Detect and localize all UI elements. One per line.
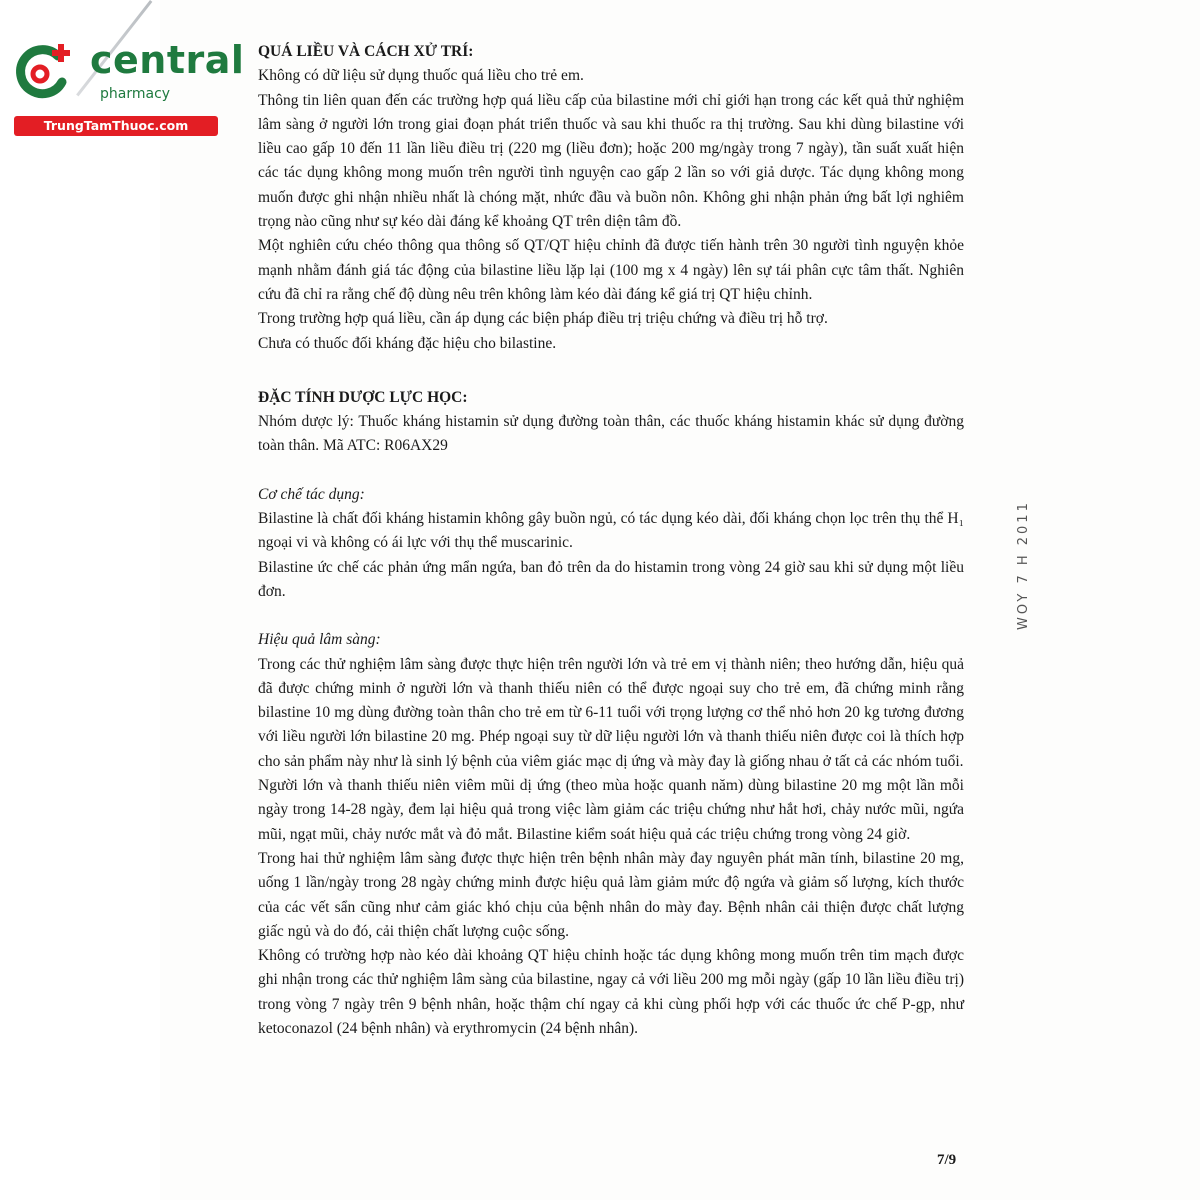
- paragraph: Không có trường hợp nào kéo dài khoảng QT hiệu chỉnh hoặc tác dụng không mong muốn trên tim mạch được ghi nhận trong các thử nghiệm lâm sàng của bilastine, ngay cả với liều 200 mg mỗi ngày (gấp 10 lần liều điều trị) trong vòng 7 ngày trên 9 bệnh nhân, hoặc thậm chí ngay cả khi cùng phối hợp với các thuốc ức chế P-gp, như ketoconazol (24 bệnh nhân) và erythromycin (24 bệnh nhân).: [258, 947, 964, 1037]
- page-number: 7/9: [937, 1152, 957, 1168]
- paragraph: Thông tin liên quan đến các trường hợp quá liều cấp của bilastine mới chỉ giới hạn trong các kết quả thử nghiệm lâm sàng ở người lớn trong giai đoạn phát triển thuốc và sau khi thuốc ra thị trường. Sau khi dùng bilastine với liều cao gấp 10 đến 11 lần liều điều trị (220 mg (liều đơn); hoặc 200 mg/ngày trong 7 ngày), tần suất xuất hiện các tác dụng không mong muốn trên người tình nguyện cao gấp 2 lần so với giả dược. Tác dụng không mong muốn được ghi nhận nhiều nhất là chóng mặt, nhức đầu và buồn nôn. Không ghi nhận phản ứng bất lợi nghiêm trọng nào cũng như sự kéo dài đáng kể khoảng QT trên diện tâm đồ.: [258, 91, 964, 231]
- paragraph: Người lớn và thanh thiếu niên viêm mũi dị ứng (theo mùa hoặc quanh năm) dùng bilastine 20 mg một lần mỗi ngày trong 14-28 ngày, đem lại hiệu quả trong việc làm giảm các triệu chứng như hắt hơi, chảy nước mũi, ngứa mũi, ngạt mũi, chảy nước mắt và đỏ mắt. Bilastine kiểm soát hiệu quả các triệu chứng trong vòng 24 giờ.: [258, 777, 964, 843]
- paragraph: Chưa có thuốc đối kháng đặc hiệu cho bilastine.: [258, 334, 557, 352]
- paragraph: Trong các thử nghiệm lâm sàng được thực hiện trên người lớn và trẻ em vị thành niên; theo hướng dẫn, hiệu quả đã được chứng minh ở người lớn và thanh thiếu niên có thể được ngoại suy cho trẻ em, đã chứng minh rằng bilastine 10 mg dùng đường toàn thân cho trẻ em từ 6-11 tuổi với trọng lượng cơ thể nhỏ hơn 20 kg tương đương với liều người lớn bilastine 20 mg. Phép ngoại suy từ dữ liệu người lớn và thanh thiếu niên được coi là thích hợp cho sản phẩm này như là sinh lý bệnh của viêm giác mạc dị ứng và mày đay là giống nhau ở tất cả các nhóm tuổi.: [258, 655, 964, 770]
- heading-pharmacodynamics: ĐẶC TÍNH DƯỢC LỰC HỌC:: [258, 388, 468, 406]
- logo-site-link[interactable]: TrungTamThuoc.com: [14, 116, 218, 136]
- paragraph: Một nghiên cứu chéo thông qua thông số QT/QT hiệu chỉnh đã được tiến hành trên 30 người tình nguyện khỏe mạnh nhằm đánh giá tác động của bilastine liều lặp lại (100 mg x 4 ngày) lên sự tái phân cực tâm thất. Nghiên cứu đã chỉ ra rằng chế độ dùng nêu trên không làm kéo dài đáng kể giá trị QT hiệu chỉnh.: [258, 237, 964, 303]
- paragraph: Nhóm dược lý: Thuốc kháng histamin sử dụng đường toàn thân, các thuốc kháng histamin khác sử dụng đường toàn thân. Mã ATC: R06AX29: [258, 413, 964, 455]
- document-content: [258, 40, 964, 1041]
- subheading-mechanism: Cơ chế tác dụng:: [258, 485, 365, 503]
- subheading-clinical: Hiệu quả lâm sàng:: [258, 631, 381, 649]
- paragraph: Bilastine là chất đối kháng histamin không gây buồn ngủ, có tác dụng kéo dài, đối kháng chọn lọc trên thụ thể H₁ ngoại vi và không có ái lực với thụ thể muscarinic.: [258, 510, 964, 552]
- paragraph: Trong hai thử nghiệm lâm sàng được thực hiện trên bệnh nhân mày đay nguyên phát mãn tính, bilastine 20 mg, uống 1 lần/ngày trong 28 ngày chứng minh được hiệu quả làm giảm mức độ ngứa và giảm số lượng, kích thước của các vết sẩn cũng như cảm giác khó chịu của bệnh nhân do mày đay. Bệnh nhân cải thiện được chất lượng giấc ngủ và do đó, cải thiện chất lượng cuộc sống.: [258, 849, 964, 940]
- logo-subtitle: pharmacy: [100, 86, 171, 102]
- heading-overdose: QUÁ LIỀU VÀ CÁCH XỬ TRÍ:: [258, 43, 474, 60]
- central-logo-icon: [14, 42, 74, 102]
- paragraph: Không có dữ liệu sử dụng thuốc quá liều cho trẻ em.: [258, 67, 584, 85]
- logo-brand: central: [90, 38, 245, 82]
- paragraph: Bilastine ức chế các phản ứng mẩn ngứa, ban đỏ trên da do histamin trong vòng 24 giờ sau khi sử dụng một liều đơn.: [258, 558, 964, 600]
- paragraph: Trong trường hợp quá liều, cần áp dụng các biện pháp điều trị triệu chứng và điều trị hỗ trợ.: [258, 310, 828, 328]
- side-stamp: WOY 7 H 2011: [1016, 500, 1031, 630]
- pharmacy-logo[interactable]: [8, 36, 245, 136]
